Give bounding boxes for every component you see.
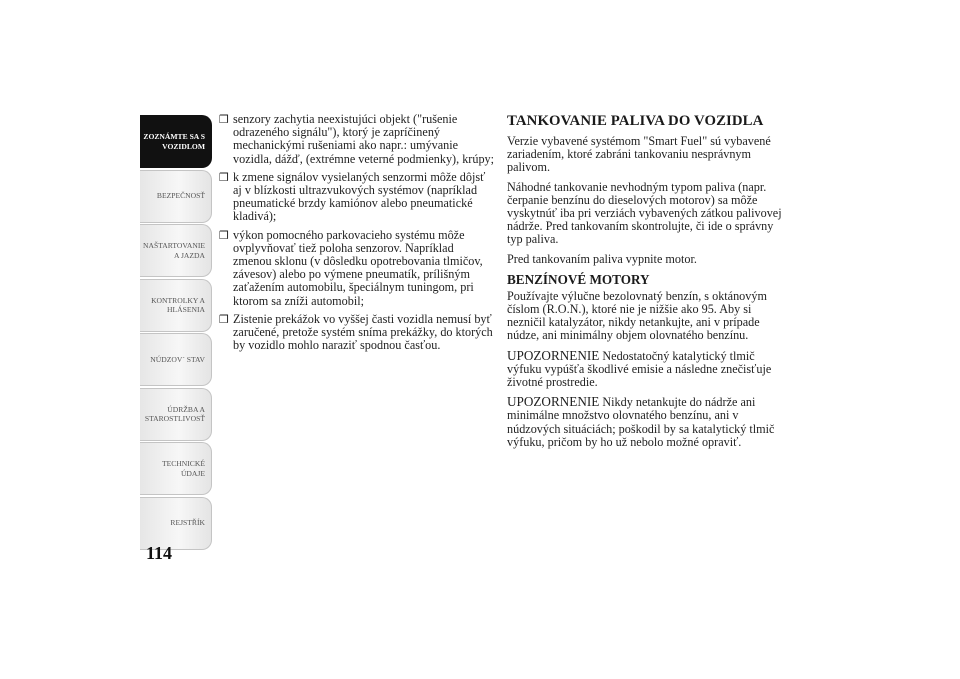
list-item-text: senzory zachytia neexistujúci objekt ("rušenie odrazeného signálu"), ktorý je zapríčinený mechanickými rušeniami ako napr.: umývanie vozidla, dážď, (extrémne veterné podmienky), krúpy;	[233, 112, 495, 166]
section-heading: TANKOVANIE PALIVA DO VOZIDLA	[507, 113, 764, 129]
warning-text: Nikdy netankujte do nádrže ani minimálne množstvo olovnatého benzínu, ani v núdzových situáciách; poškodil by sa katalytický tlmič výfuku, pričom by ho už nebolo možné opraviť.	[507, 395, 775, 449]
warning-note	[507, 395, 789, 449]
checkbox-bullet-icon: ❒	[219, 228, 229, 242]
list-item-text: výkon pomocného parkovacieho systému môže ovplyvňovať tiež poloha senzorov. Napríklad zmenou sklonu (v dôsledku opotrebovania tlmičov, závesov) alebo po výmene pneumatík, prílišným zaťažením automobilu, špeciálnym tuningom, pri ktorom sa zníži automobil;	[233, 227, 483, 308]
subheading: BENZÍNOVÉ MOTORY	[507, 271, 650, 287]
sensor-limitations-list	[219, 113, 494, 352]
left-column	[219, 113, 494, 357]
tab-technical-data[interactable]: TECHNICKÉ ÚDAJE	[140, 442, 212, 495]
checkbox-bullet-icon: ❒	[219, 170, 229, 184]
paragraph: Verzie vybavené systémom "Smart Fuel" sú vybavené zariadením, ktoré zabráni tankovaniu nesprávnym palivom.	[507, 134, 771, 175]
list-item-text: k zmene signálov vysielaných senzormi môže dôjsť aj v blízkosti ultrazvukových systémov (napríklad pneumatické brzdy kamiónov alebo pneumatické kladivá);	[233, 169, 486, 224]
list-item	[219, 171, 494, 224]
list-item	[219, 313, 494, 353]
checkbox-bullet-icon: ❒	[219, 113, 229, 126]
paragraph: Náhodné tankovanie nevhodným typom paliva (napr. čerpanie benzínu do dieselových motorov) sa môže vyskytnúť iba pri verziách vybavených zátkou palivovej nádrže. Pred tankovaním skontrolujte, či ide o správny typ paliva.	[507, 179, 782, 247]
tab-safety[interactable]: BEZPEČNOSŤ	[140, 170, 212, 223]
section-tabs	[140, 115, 212, 551]
warning-note	[507, 349, 789, 390]
list-item-text: Zistenie prekážok vo vyššej časti vozidla nemusí byť zaručené, pretože systém sníma prekážky, do ktorých by vozidlo mohlo naraziť spodnou časťou.	[233, 311, 493, 353]
list-item	[219, 229, 494, 308]
tab-emergency[interactable]: NÚDZOV´ STAV	[140, 333, 212, 386]
list-item	[219, 113, 494, 166]
page-number: 114	[146, 543, 173, 563]
warning-label: UPOZORNENIE	[507, 347, 600, 363]
tab-warning-lights[interactable]: KONTROLKY A HLÁSENIA	[140, 279, 212, 332]
warning-label: UPOZORNENIE	[507, 394, 600, 410]
tab-starting-driving[interactable]: NAŠTARTOVANIE A JAZDA	[140, 224, 212, 277]
right-column	[507, 113, 789, 455]
tab-maintenance[interactable]: ÚDRŽBA A STAROSTLIVOSŤ	[140, 388, 212, 441]
paragraph: Používajte výlučne bezolovnatý benzín, s oktánovým číslom (R.O.N.), ktoré nie je nižšie ako 95. Aby si nezničil katalyzátor, nikdy netankujte, ani v prípade núdze, ani minimálny objem olovnatého benzínu.	[507, 288, 767, 343]
checkbox-bullet-icon: ❒	[219, 312, 229, 326]
paragraph: Pred tankovaním paliva vypnite motor.	[507, 251, 697, 266]
warning-text: Nedostatočný katalytický tlmič výfuku vypúšťa škodlivé emisie a následne znečisťuje životné prostredie.	[507, 348, 772, 390]
tab-vehicle-intro[interactable]: ZOZNÁMTE SA S VOZIDLOM	[140, 115, 212, 168]
tab-index[interactable]: REJSTŘÍK	[140, 497, 212, 550]
